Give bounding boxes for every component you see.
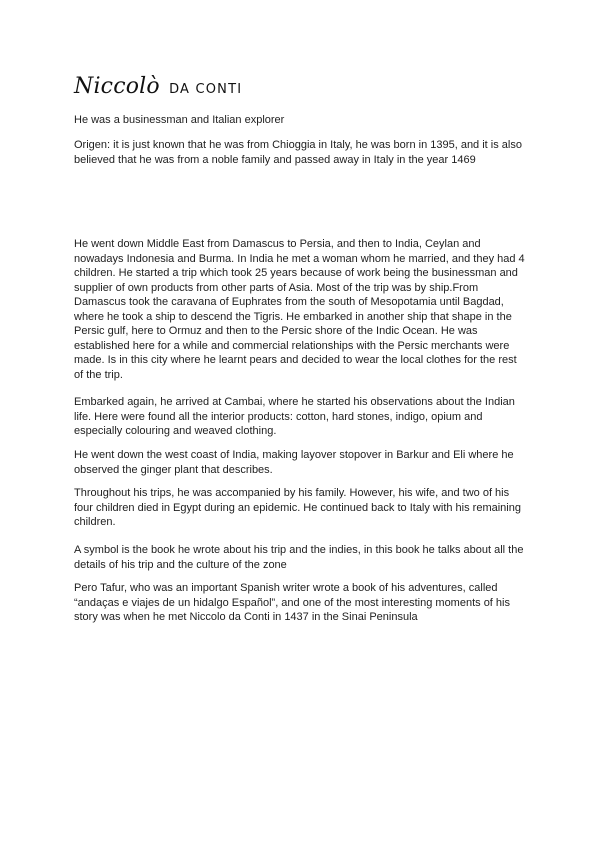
book-paragraph: A symbol is the book he wrote about his trip and the indies, in this book he talks about all the details of his trip and the culture of the zone bbox=[74, 544, 524, 571]
title-family-name: DA CONTI bbox=[169, 82, 243, 97]
cambai-paragraph: Embarked again, he arrived at Cambai, where he started his observations about the Indian life. Here were found all the interior products: cotton, hard stones, indigo, opium and especially colouring and weaved clothing. bbox=[74, 396, 515, 437]
document-title bbox=[74, 72, 242, 105]
journey-paragraph: He went down Middle East from Damascus to Persia, and then to India, Ceylan and nowadays Indonesia and Burma. In India he met a woman whom he married, and they had 4 children. He started a trip which took 25 years because of work being the businessman and supplier of own products from other parts of Asia. Most of the trip was by ship.From Damascus took the caravana of Euphrates from the south of Mesopotamia until Bagdad, where he took a ship to descend the Tigris. He embarked in another ship that shape in the Persic gulf, here to Ormuz and then to the Persic shore of the Indic Ocean. He was established here for a while and commercial relationships with the Persic merchants were made. Is in this city where he learnt pears and decided to wear the local clothes for the rest of the trip. bbox=[74, 238, 525, 381]
west-coast-paragraph: He went down the west coast of India, making layover stopover in Barkur and Eli where he observed the ginger plant that describes. bbox=[74, 449, 514, 476]
origin-paragraph: Origen: it is just known that he was from Chioggia in Italy, he was born in 1395, and it is also believed that he was from a noble family and passed away in Italy in the year 1469 bbox=[74, 139, 522, 166]
title-given-name: Niccolò bbox=[74, 74, 160, 99]
intro-paragraph: He was a businessman and Italian explorer bbox=[74, 114, 285, 126]
family-paragraph: Throughout his trips, he was accompanied by his family. However, his wife, and two of his four children died in Egypt during an epidemic. He continued back to Italy with his remaining children. bbox=[74, 487, 521, 528]
pero-tafur-paragraph: Pero Tafur, who was an important Spanish writer wrote a book of his adventures, called “andaças e viajes de un hidalgo Español”, and one of the most interesting moments of his story was when he met Niccolo da Conti in 1437 in the Sinai Peninsula bbox=[74, 582, 510, 623]
